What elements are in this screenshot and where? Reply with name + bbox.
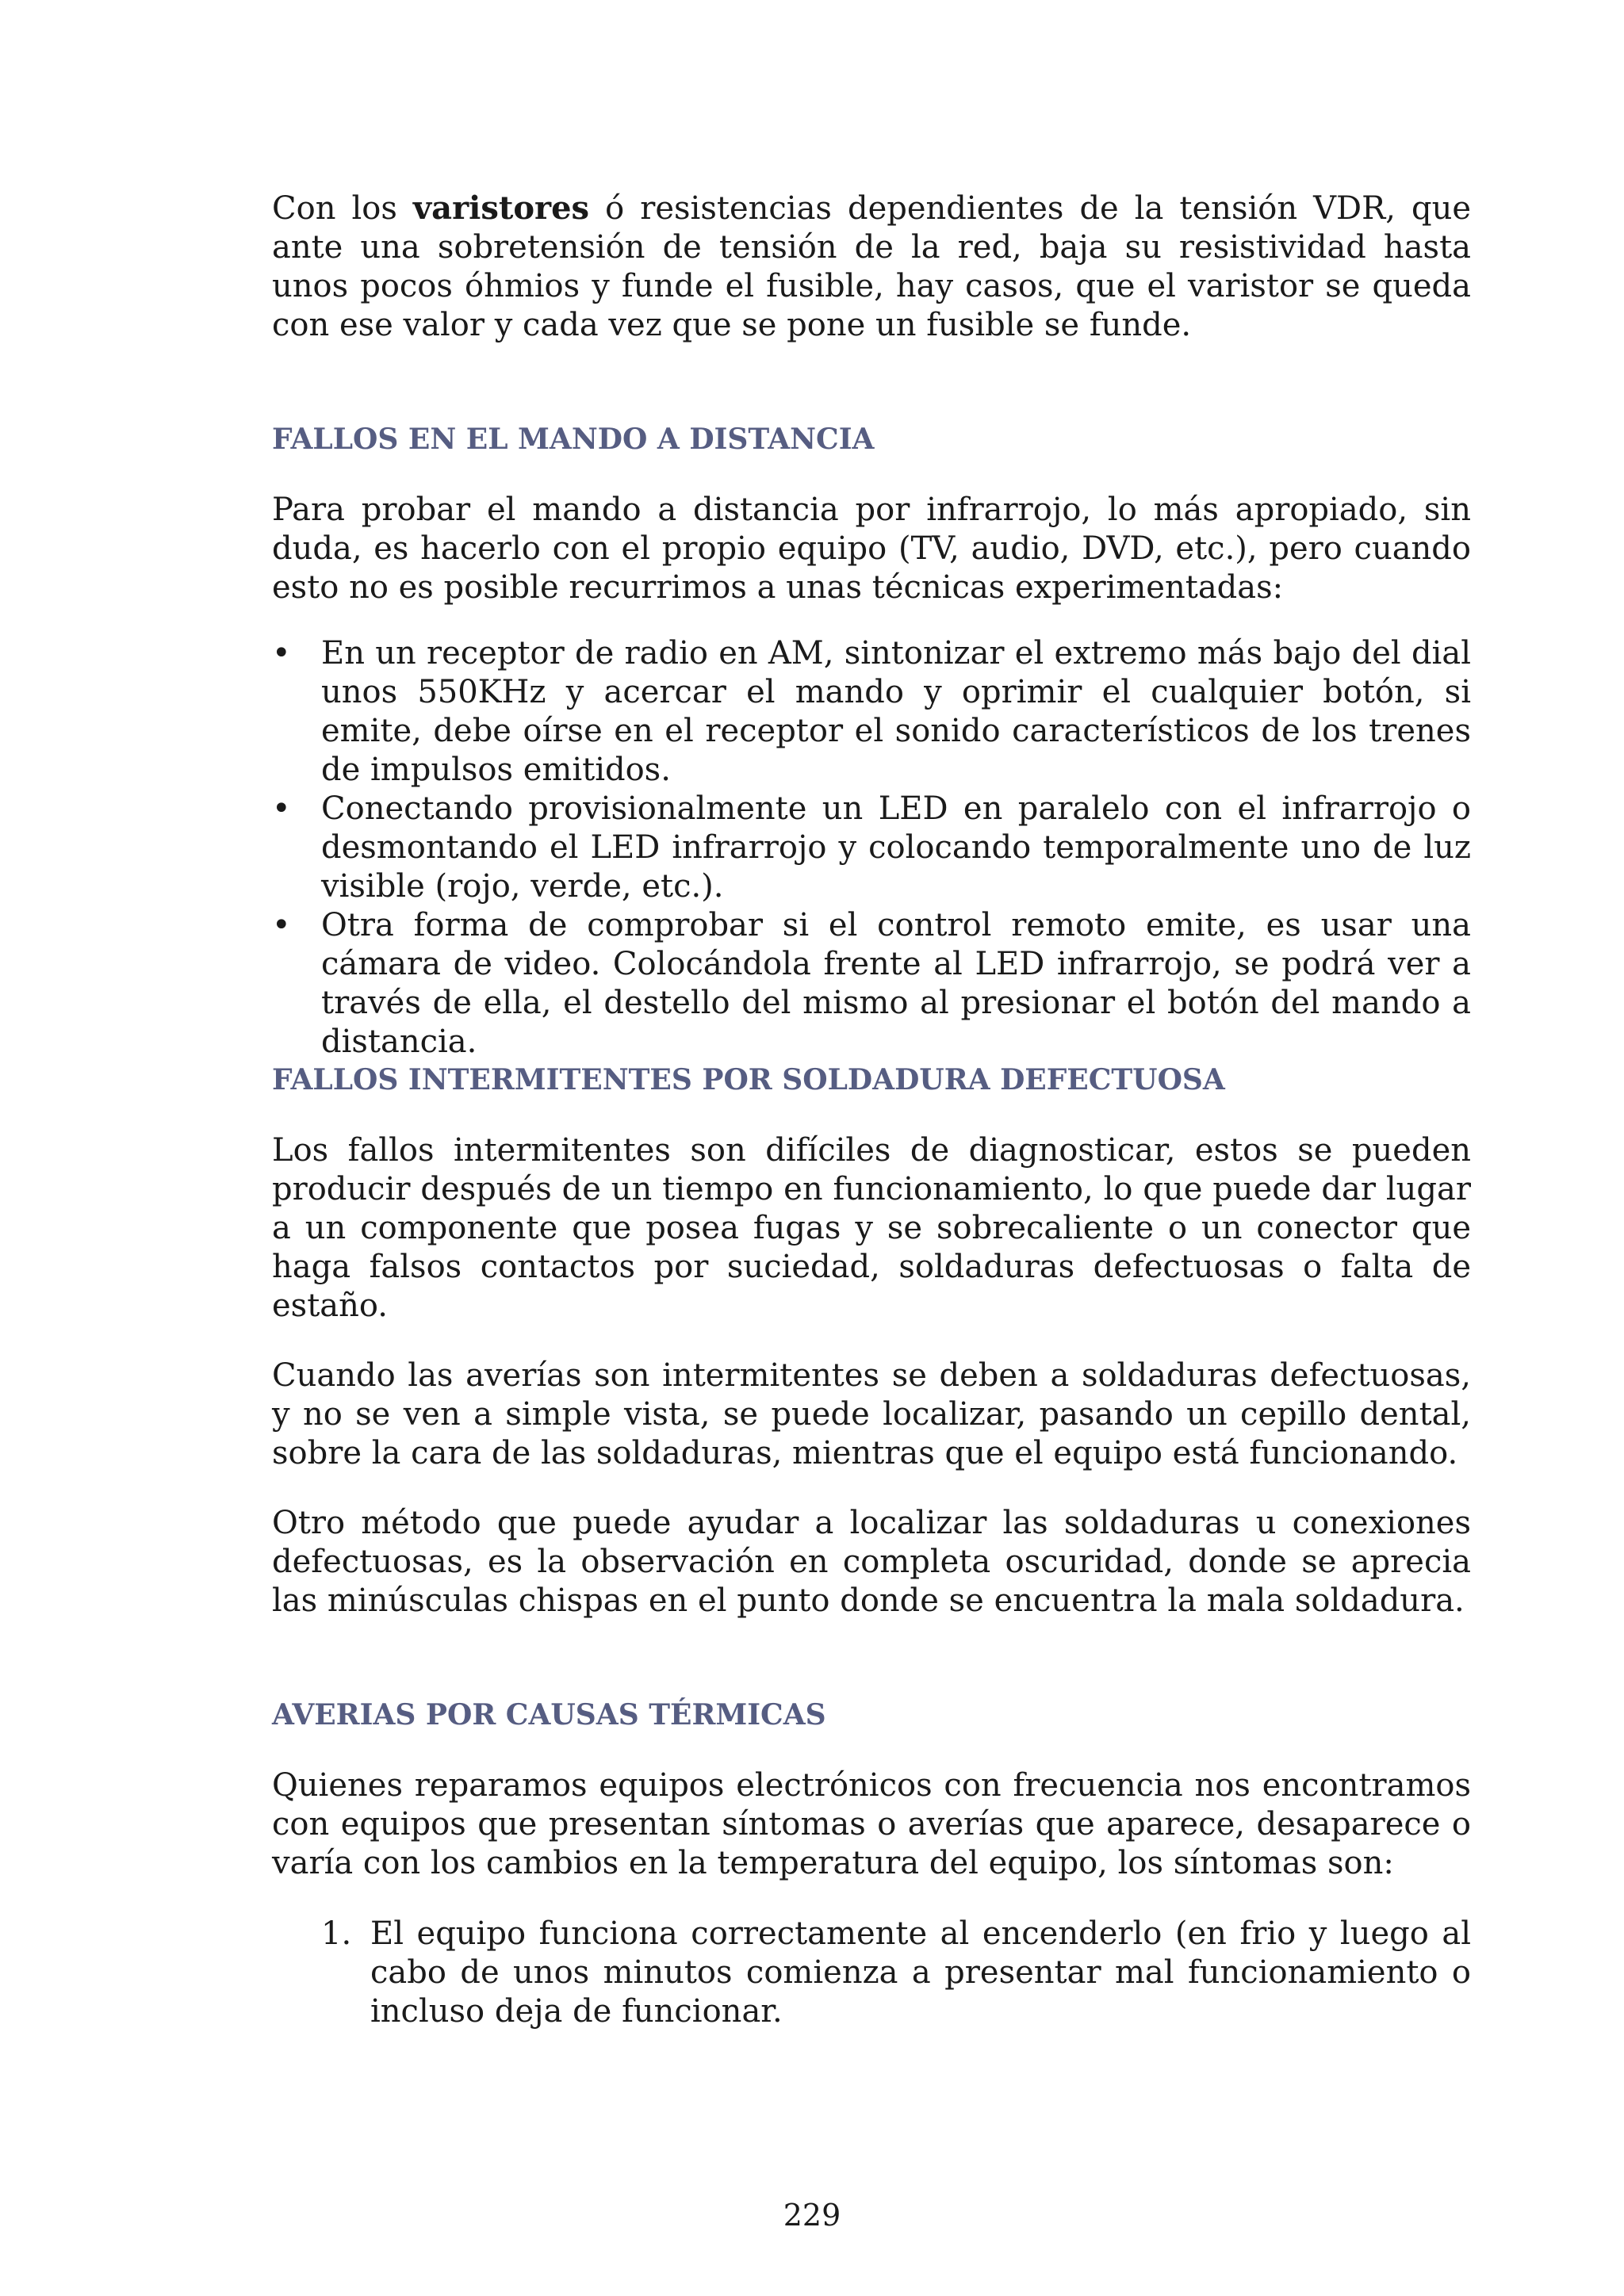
list-item-text: El equipo funciona correctamente al encenderlo (en frio y luego al cabo de unos minutos comienza a presentar mal funcionamiento o incluso deja de funcionar. xyxy=(370,1915,1471,2030)
solder-paragraph-3: Otro método que puede ayudar a localizar las soldaduras u conexiones defectuosas, es la observación en completa oscuridad, donde se aprecia las minúsculas chispas en el punto donde se encuentra la mala soldadura. xyxy=(272,1505,1471,1619)
bullet-icon: • xyxy=(272,635,291,672)
page-number: 229 xyxy=(783,2198,841,2233)
intro-prefix: Con los xyxy=(272,190,413,227)
varistores-term: varistores xyxy=(412,189,590,227)
heading-thermal-faults: AVERIAS POR CAUSAS TÉRMICAS xyxy=(272,1698,826,1732)
document-page xyxy=(272,189,1471,2031)
list-item-text: En un receptor de radio en AM, sintonizar el extremo más bajo del dial unos 550KHz y acercar el mando y oprimir el cualquier botón, si emite, debe oírse en el receptor el sonido característicos de los trenes de impulsos emitidos. xyxy=(321,635,1471,788)
solder-paragraph-1: Los fallos intermitentes son difíciles de diagnosticar, estos se pueden producir después de un tiempo en funcionamiento, lo que puede dar lugar a un componente que posea fugas y se sobrecaliente o un conector que haga falsos contactos por suciedad, soldaduras defectuosas o falta de estaño. xyxy=(272,1132,1471,1324)
list-item-text: Otra forma de comprobar si el control remoto emite, es usar una cámara de video. Colocándola frente al LED infrarrojo, se podrá ver a través de ella, el destello del mismo al presionar el botón del mando a distancia. xyxy=(321,907,1471,1060)
list-item xyxy=(272,1915,1471,2031)
heading-intermittent-solder: FALLOS INTERMITENTES POR SOLDADURA DEFECTUOSA xyxy=(272,1063,1225,1096)
list-item xyxy=(272,634,1471,790)
thermal-symptoms-list xyxy=(272,1915,1471,2031)
remote-intro-paragraph: Para probar el mando a distancia por infrarrojo, lo más apropiado, sin duda, es hacerlo con el propio equipo (TV, audio, DVD, etc.), pero cuando esto no es posible recurrimos a unas técnicas experimentadas: xyxy=(272,492,1471,606)
list-item-text: Conectando provisionalmente un LED en paralelo con el infrarrojo o desmontando el LED infrarrojo y colocando temporalmente uno de luz visible (rojo, verde, etc.). xyxy=(321,790,1471,905)
thermal-intro-paragraph: Quienes reparamos equipos electrónicos con frecuencia nos encontramos con equipos que presentan síntomas o averías que aparece, desaparece o varía con los cambios en la temperatura del equipo, los síntomas son: xyxy=(272,1767,1471,1881)
list-item xyxy=(272,790,1471,906)
heading-remote-control: FALLOS EN EL MANDO A DISTANCIA xyxy=(272,423,875,456)
intro-paragraph xyxy=(272,189,1471,345)
intro-text: ó resistencias dependientes de la tensión VDR, que ante una sobretensión de tensión de la red, baja su resistividad hasta unos pocos óhmios y funde el fusible, hay casos, que el varistor se queda con ese valor y cada vez que se pone un fusible se funde. xyxy=(272,190,1471,343)
remote-tests-list xyxy=(272,634,1471,1062)
solder-paragraph-2: Cuando las averías son intermitentes se deben a soldaduras defectuosas, y no se ven a simple vista, se puede localizar, pasando un cepillo dental, sobre la cara de las soldaduras, mientras que el equipo está funcionando. xyxy=(272,1357,1471,1471)
bullet-icon: • xyxy=(272,790,291,827)
list-item-number: 1. xyxy=(321,1915,352,1952)
list-item xyxy=(272,906,1471,1062)
bullet-icon: • xyxy=(272,907,291,943)
